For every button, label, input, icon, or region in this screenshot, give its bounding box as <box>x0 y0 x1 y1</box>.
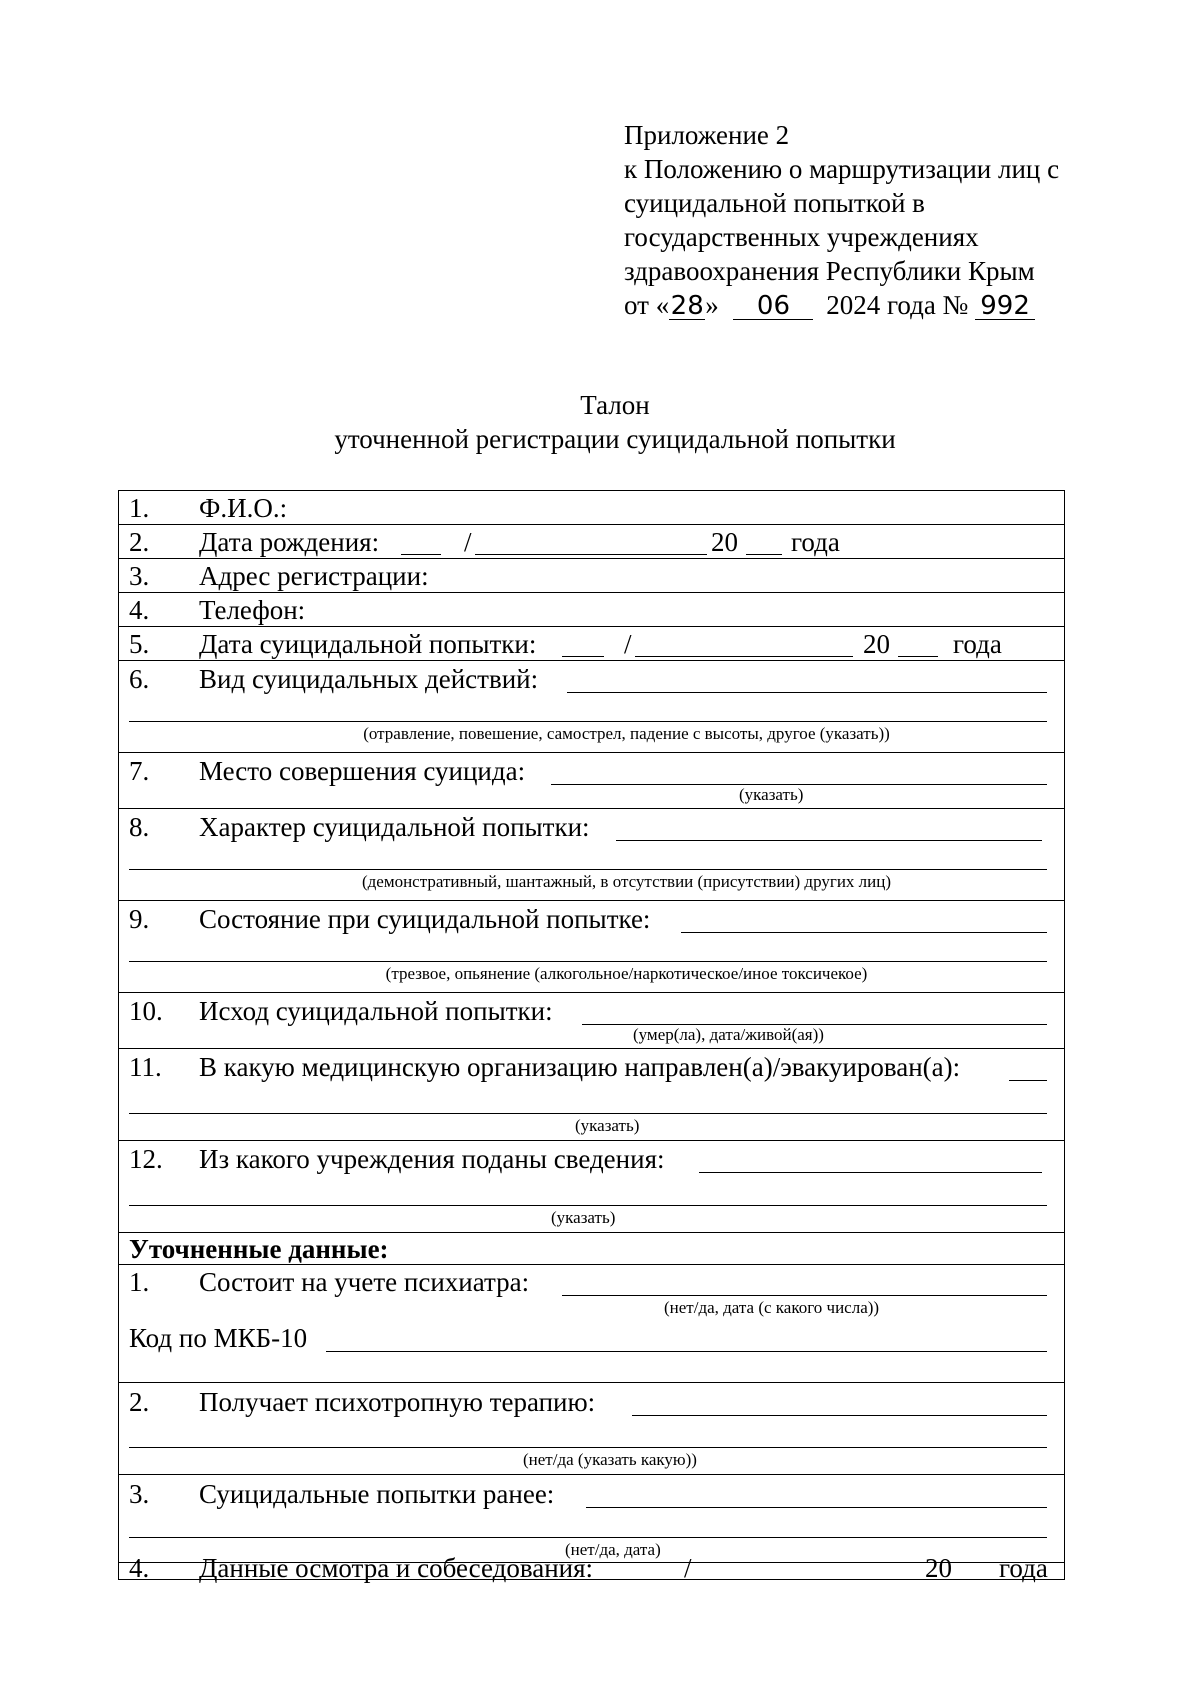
form-title: Талон <box>580 390 650 420</box>
refined-row-examination[interactable]: 4. Данные осмотра и собеседования: / 20 года <box>129 1553 1048 1583</box>
registration-form <box>118 490 1065 1583</box>
appendix-line-4: государственных учреждениях <box>624 222 979 252</box>
refined-row-therapy[interactable]: 2. Получает психотропную терапию: (нет/да (указать какую)) <box>119 1383 1064 1475</box>
form-row-outcome[interactable]: 10. Исход суицидальной попытки: (умер(ла), дата/живой(ая)) <box>119 993 1064 1049</box>
form-row-state[interactable]: 9. Состояние при суицидальной попытке: (трезвое, опьянение (алкогольное/наркотическое/иное токсичекое) <box>119 901 1064 993</box>
form-subtitle: уточненной регистрации суицидальной попытки <box>334 424 896 454</box>
form-row-character[interactable]: 8. Характер суицидальной попытки: (демонстративный, шантажный, в отсутствии (присутствии) других лиц) <box>119 809 1064 901</box>
appendix-number: Приложение 2 <box>624 120 790 150</box>
handwritten-order-number: 992 <box>975 293 1035 320</box>
form-row-fio: 1. Ф.И.О.: <box>119 491 1064 525</box>
form-row-phone[interactable]: 4. Телефон: <box>119 593 1064 627</box>
form-row-attempt-date[interactable]: 5. Дата суицидальной попытки: / 20 года <box>119 627 1064 661</box>
form-row-address[interactable]: 3. Адрес регистрации: <box>119 559 1064 593</box>
form-row-med-org[interactable]: 11. В какую медицинскую организацию направлен(а)/эвакуирован(а): (указать) <box>119 1049 1064 1141</box>
refined-row-psychiatrist[interactable]: 1. Состоит на учете психиатра: (нет/да, дата (с какого числа)) Код по МКБ-10 <box>119 1265 1064 1383</box>
form-row-action-type[interactable]: 6. Вид суицидальных действий: (отравление, повешение, самострел, падение с высоты, другое (указать)) <box>119 661 1064 753</box>
appendix-header <box>624 118 1059 322</box>
refined-row-previous-attempts[interactable]: 3. Суицидальные попытки ранее: (нет/да, дата) <box>119 1475 1064 1563</box>
refined-data-heading-row <box>119 1233 1064 1265</box>
icd10-code-label: Код по МКБ-10 <box>129 1323 308 1353</box>
refined-data-heading: Уточненные данные: <box>129 1234 389 1264</box>
form-row-place[interactable]: 7. Место совершения суицида: (указать) <box>119 753 1064 809</box>
appendix-line-3: суицидальной попыткой в <box>624 188 925 218</box>
form-row-birth-date[interactable]: 2. Дата рождения: / 20 года <box>119 525 1064 559</box>
appendix-line-2: к Положению о маршрутизации лиц с <box>624 154 1060 184</box>
appendix-date-line: от «28» 06 2024 года № 992 <box>624 288 1059 322</box>
handwritten-day: 28 <box>670 291 704 321</box>
appendix-line-5: здравоохранения Республики Крым <box>624 256 1035 286</box>
handwritten-month: 06 <box>733 293 813 320</box>
form-row-source[interactable]: 12. Из какого учреждения поданы сведения: (указать) <box>119 1141 1064 1233</box>
